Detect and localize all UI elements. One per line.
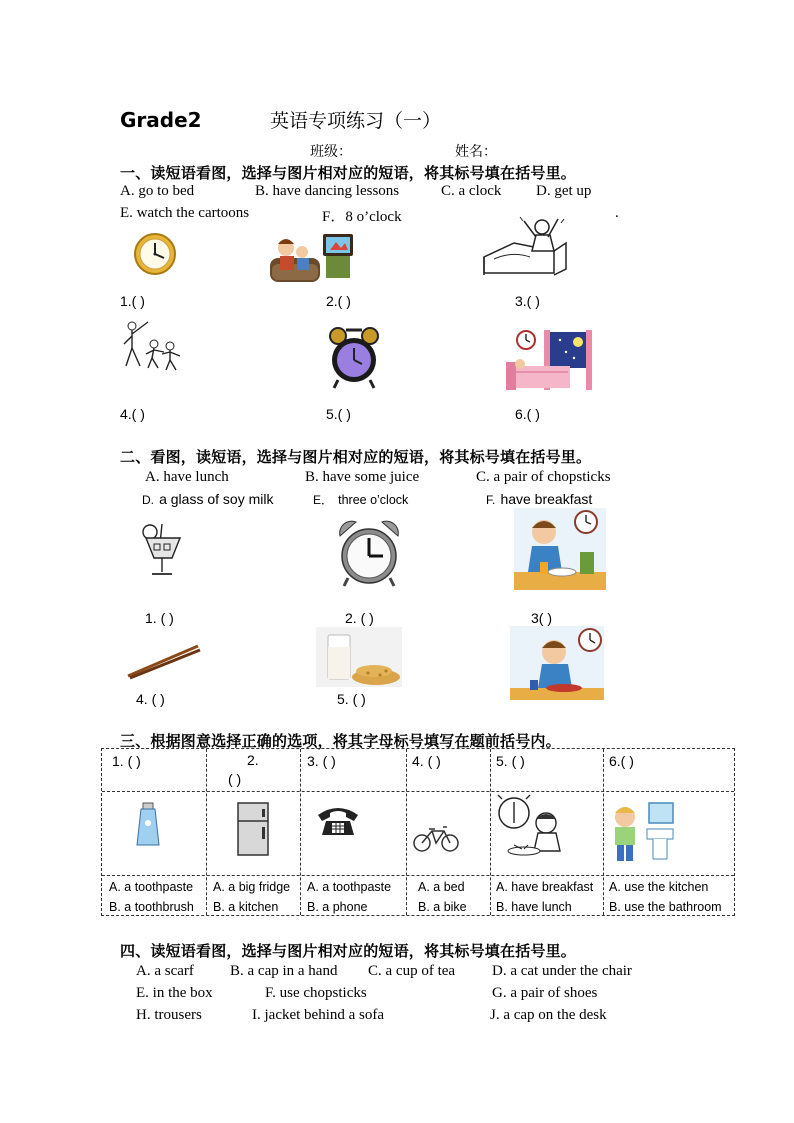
alarm-clock-icon — [328, 326, 380, 390]
s2-option-f-text: have breakfast — [500, 491, 593, 507]
s1-blank-5[interactable]: 5.( ) — [326, 406, 351, 422]
class-label: 班级： — [310, 143, 352, 159]
s3-blank-2[interactable]: ( ) — [228, 771, 242, 787]
table-divider — [102, 875, 734, 876]
s2-blank-4[interactable]: 4. ( ) — [136, 691, 165, 707]
s3-q6-option-b: B. use the bathroom — [609, 900, 722, 914]
s1-option-d: D. get up — [536, 183, 592, 199]
s1-option-f: F．8 o’clock — [322, 209, 402, 225]
section3-table — [101, 748, 735, 916]
getting-up-icon — [480, 213, 572, 281]
grade-label: Grade2 — [120, 108, 202, 132]
lunch-boy-icon — [510, 626, 604, 700]
s4-option-i: I. jacket behind a sofa — [252, 1007, 385, 1023]
s4-option-h: H. trousers — [136, 1007, 202, 1023]
fridge-icon — [234, 801, 272, 857]
phone-icon — [316, 803, 360, 837]
three-oclock-alarm-icon — [336, 518, 402, 588]
bike-icon — [413, 823, 459, 853]
s2-blank-3[interactable]: 3( ) — [531, 610, 552, 626]
table-divider — [490, 749, 491, 915]
wall-clock-icon — [133, 232, 177, 276]
s1-blank-3[interactable]: 3.( ) — [515, 293, 540, 309]
s3-number-5[interactable]: 5. ( ) — [496, 753, 525, 769]
page-title: 英语专项练习（一） — [270, 110, 442, 132]
juice-glass-icon — [140, 522, 184, 578]
s4-option-d: D. a cat under the chair — [492, 963, 632, 979]
s2-option-b: B. have some juice — [305, 469, 420, 485]
toothpaste-icon — [135, 799, 161, 849]
s4-option-g: G. a pair of shoes — [492, 985, 598, 1001]
section4-heading: 四、读短语看图，选择与图片相对应的短语，将其标号填在括号里。 — [120, 942, 577, 960]
s4-option-c: C. a cup of tea — [368, 963, 456, 979]
s2-option-a: A. have lunch — [145, 469, 229, 485]
table-divider — [406, 749, 407, 915]
s3-q5-option-b: B. have lunch — [496, 900, 572, 914]
s3-number-4[interactable]: 4. ( ) — [412, 753, 441, 769]
s4-option-a: A. a scarf — [136, 963, 194, 979]
table-divider — [206, 749, 207, 915]
s1-blank-1[interactable]: 1.( ) — [120, 293, 145, 309]
s3-q2-option-b: B. a kitchen — [213, 900, 279, 914]
s3-q6-option-a: A. use the kitchen — [609, 880, 709, 894]
s4-option-f: F. use chopsticks — [265, 985, 367, 1001]
section2-heading: 二、看图，读短语，选择与图片相对应的短语，将其标号填在括号里。 — [120, 448, 592, 466]
s1-option-a: A. go to bed — [120, 183, 195, 199]
s3-number-6[interactable]: 6.( ) — [609, 753, 634, 769]
watching-tv-icon — [268, 228, 356, 288]
s4-option-e: E. in the box — [136, 985, 213, 1001]
s3-q4-option-a: A. a bed — [418, 880, 465, 894]
s1-blank-2[interactable]: 2.( ) — [326, 293, 351, 309]
s2-blank-5[interactable]: 5. ( ) — [337, 691, 366, 707]
s2-option-f-label: F. — [486, 493, 496, 507]
section1-heading: 一、读短语看图，选择与图片相对应的短语，将其标号填在括号里。 — [120, 164, 577, 182]
breakfast-boy-icon — [514, 508, 606, 590]
table-divider — [603, 749, 604, 915]
s2-option-e-text: three o’clock — [338, 493, 409, 507]
dancing-icon — [118, 318, 184, 374]
s2-blank-2[interactable]: 2. ( ) — [345, 610, 374, 626]
s3-q5-option-a: A. have breakfast — [496, 880, 594, 894]
s3-number-3[interactable]: 3. ( ) — [307, 753, 336, 769]
s2-blank-1[interactable]: 1. ( ) — [145, 610, 174, 626]
s3-q4-option-b: B. a bike — [418, 900, 467, 914]
soy-milk-icon — [316, 627, 402, 687]
s1-option-c: C. a clock — [441, 183, 502, 199]
table-divider — [300, 749, 301, 915]
s2-option-c: C. a pair of chopsticks — [476, 469, 611, 485]
breakfast-clock-icon — [494, 793, 566, 859]
name-label: 姓名： — [455, 143, 497, 159]
s1-option-b: B. have dancing lessons — [255, 183, 400, 199]
s2-option-d — [142, 489, 273, 508]
s2-option-f — [486, 489, 592, 508]
s3-q3-option-a: A. a toothpaste — [307, 880, 392, 894]
s1-blank-6[interactable]: 6.( ) — [515, 406, 540, 422]
s1-trailing-dot: . — [615, 205, 619, 221]
table-divider — [102, 791, 734, 792]
s3-q2-option-a: A. a big fridge — [213, 880, 291, 894]
s1-option-e: E. watch the cartoons — [120, 205, 250, 221]
s2-option-e-label: E． — [313, 493, 334, 507]
chopsticks-icon — [124, 640, 202, 680]
s3-q1-option-b: B. a toothbrush — [109, 900, 194, 914]
s2-option-e — [313, 489, 408, 508]
s3-q1-option-a: A. a toothpaste — [109, 880, 194, 894]
s2-option-d-label: D. — [142, 493, 154, 507]
s3-number-1[interactable]: 1. ( ) — [112, 753, 141, 769]
bathroom-boy-icon — [607, 799, 677, 865]
going-to-bed-icon — [504, 328, 592, 392]
section3-heading: 三、根据图意选择正确的选项，将其字母标号填写在题前括号内。 — [120, 732, 561, 750]
s2-option-d-text: a glass of soy milk — [159, 491, 274, 507]
s3-q3-option-b: B. a phone — [307, 900, 368, 914]
s4-option-b: B. a cap in a hand — [230, 963, 338, 979]
s1-blank-4[interactable]: 4.( ) — [120, 406, 145, 422]
s4-option-j: J. a cap on the desk — [490, 1007, 607, 1023]
s3-number-2: 2. — [247, 752, 259, 768]
